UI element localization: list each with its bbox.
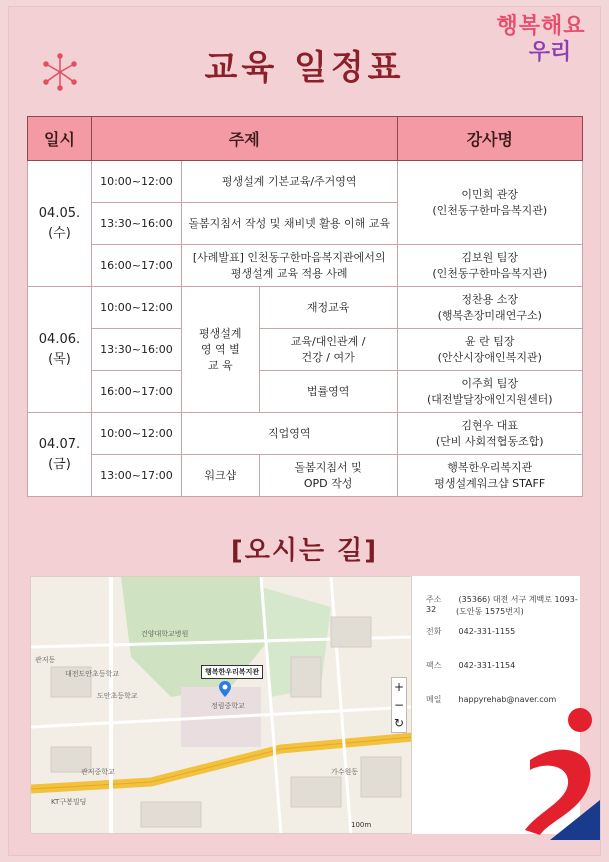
map-label: 대전도안초등학교 xyxy=(65,670,120,678)
address-label: 주소 xyxy=(426,595,442,604)
instructor-name: 이민희 관장 xyxy=(461,187,519,201)
topic-cell: 평생설계 기본교육/주거영역 xyxy=(181,161,397,203)
date: 04.06. xyxy=(38,331,81,347)
instructor-cell xyxy=(397,413,583,455)
phone-label: 전화 xyxy=(426,627,442,636)
instructor-cell xyxy=(397,371,583,413)
map-label: 건양대학교병원 xyxy=(141,630,189,638)
instructor-name: 윤 란 팀장 xyxy=(465,334,515,348)
address-row-2 xyxy=(456,606,524,617)
location-map[interactable] xyxy=(30,576,412,834)
time-cell: 10:00~12:00 xyxy=(91,413,181,455)
time-cell: 10:00~12:00 xyxy=(91,161,181,203)
instructor-org: (인천동구한마음복지관) xyxy=(432,266,548,280)
topic-cell: 재정교육 xyxy=(259,287,397,329)
time-cell: 13:30~16:00 xyxy=(91,329,181,371)
email-value[interactable]: happyrehab@naver.com xyxy=(458,695,557,704)
time-cell: 16:00~17:00 xyxy=(91,371,181,413)
weekday: (금) xyxy=(48,456,71,472)
brand-swoosh-icon xyxy=(520,700,600,840)
instructor-cell xyxy=(397,287,583,329)
map-label: 관저동 xyxy=(35,656,56,664)
reset-view-button[interactable]: ↻ xyxy=(393,716,405,730)
instructor-name: 정찬용 소장 xyxy=(461,292,519,306)
weekday: (수) xyxy=(48,225,71,241)
map-pin-icon[interactable] xyxy=(219,681,231,697)
weekday: (목) xyxy=(48,351,71,367)
instructor-cell xyxy=(397,161,583,245)
time-cell: 13:30~16:00 xyxy=(91,203,181,245)
fax-row xyxy=(426,660,515,671)
header-datetime: 일시 xyxy=(28,117,92,161)
group-label-cell: 평생설계 영 역 별 교 육 xyxy=(181,287,259,413)
instructor-name: 김현우 대표 xyxy=(461,418,519,432)
workshop-cell: 워크샵 xyxy=(181,455,259,497)
instructor-cell xyxy=(397,455,583,497)
map-label: 정림중학교 xyxy=(211,702,245,710)
page-title: 교육 일정표 xyxy=(204,48,405,88)
instructor-org: (대전발달장애인지원센터) xyxy=(427,392,553,406)
address-value-1: (35366) 대전 서구 계백로 1093-32 xyxy=(426,595,578,614)
address-value-2: (도안동 1575번지) xyxy=(456,607,524,616)
logo-line-2: 우리 xyxy=(528,40,572,65)
time-cell: 16:00~17:00 xyxy=(91,245,181,287)
phone-value[interactable]: 042-331-1155 xyxy=(458,627,516,636)
map-pin-label: 행복한우리복지관 xyxy=(201,665,263,679)
instructor-org: (인천동구한마음복지관) xyxy=(432,203,548,217)
map-label: 도안초등학교 xyxy=(97,692,138,700)
topic-cell: [사례발표] 인천동구한마음복지관에서의 평생설계 교육 적용 사례 xyxy=(181,245,397,287)
instructor-org: (안산시장애인복지관) xyxy=(437,350,542,364)
email-label: 메일 xyxy=(426,695,442,704)
topic-cell: 돌봄지침서 작성 및 채비넷 활용 이해 교육 xyxy=(181,203,397,245)
topic-cell: 직업영역 xyxy=(181,413,397,455)
instructor-org: (단비 사회적협동조합) xyxy=(435,434,544,448)
instructor-cell xyxy=(397,245,583,287)
instructor-name: 김보원 팀장 xyxy=(461,250,519,264)
topic-cell: 교육/대인관계 / 건강 / 여가 xyxy=(259,329,397,371)
date-cell xyxy=(28,287,92,413)
header-instructor: 강사명 xyxy=(397,117,583,161)
instructor-name: 행복한우리복지관 xyxy=(447,460,533,474)
time-cell: 10:00~12:00 xyxy=(91,287,181,329)
date: 04.07. xyxy=(38,436,81,452)
fax-label: 팩스 xyxy=(426,661,442,670)
map-label: 가수원동 xyxy=(331,768,359,776)
date-cell xyxy=(28,161,92,287)
logo-line-1: 행복해요 xyxy=(496,14,586,39)
map-label: KT구봉빌딩 xyxy=(51,798,87,806)
time-cell: 13:00~17:00 xyxy=(91,455,181,497)
zoom-out-button[interactable]: − xyxy=(393,698,405,712)
schedule-table xyxy=(27,116,583,497)
instructor-org: 평생설계워크샵 STAFF xyxy=(434,476,546,490)
phone-row xyxy=(426,626,515,637)
topic-cell: 돌봄지침서 및 OPD 작성 xyxy=(259,455,397,497)
instructor-cell xyxy=(397,329,583,371)
header-topic: 주제 xyxy=(91,117,397,161)
date: 04.05. xyxy=(38,205,81,221)
instructor-org: (행복촌장미래연구소) xyxy=(437,308,542,322)
map-label: 관저중학교 xyxy=(81,768,115,776)
instructor-name: 이주희 팀장 xyxy=(461,376,519,390)
date-cell xyxy=(28,413,92,497)
zoom-in-button[interactable]: + xyxy=(393,680,405,694)
topic-cell: 법률영역 xyxy=(259,371,397,413)
directions-title: [오시는 길] xyxy=(230,536,379,566)
map-zoom-controls xyxy=(391,677,407,733)
fax-value: 042-331-1154 xyxy=(458,661,516,670)
map-scale: 100m xyxy=(351,821,372,829)
